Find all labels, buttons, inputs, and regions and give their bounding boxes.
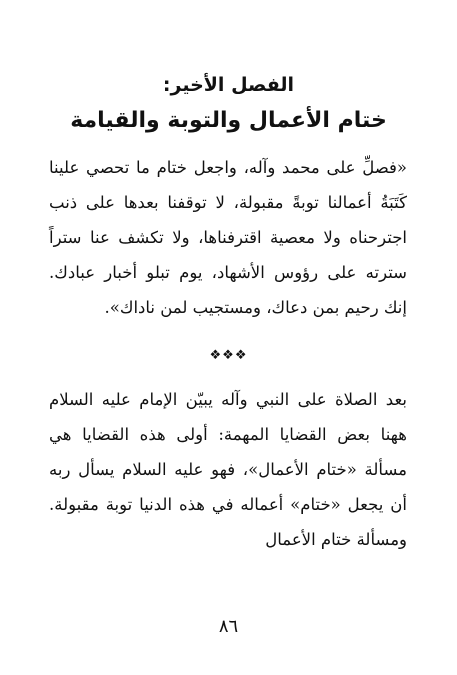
page-number: ٨٦ <box>218 616 239 637</box>
paragraph-commentary: بعد الصلاة على النبي وآله يبيّن الإمام عليه السلام ههنا بعض القضايا المهمة: أولى هذه القضايا هي مسألة «ختام الأعمال»، فهو عليه السلام يسأل ربه أن يجعل «ختام» أعماله في هذه الدنيا توبة مقبولة. ومسألة ختام الأعمال <box>49 390 407 549</box>
chapter-title: ختام الأعمال والتوبة والقيامة <box>70 108 387 133</box>
chapter-label: الفصل الأخير: <box>162 74 295 96</box>
paragraph-supplication: «فصلِّ على محمد وآله، واجعل ختام ما تحصي علينا كَتَبَةُ أعمالنا توبةً مقبولة، لا توقفنا بعدها على ذنب اجترحناه ولا معصية اقترفناها، ولا تكشف عنا ستراً سترته على رؤوس الأشهاد، يوم تبلو أخبار عبادك. إنك رحيم بمن دعاك، ومستجيب لمن ناداك». <box>49 158 407 317</box>
section-ornament: ❖❖❖ <box>209 348 248 363</box>
